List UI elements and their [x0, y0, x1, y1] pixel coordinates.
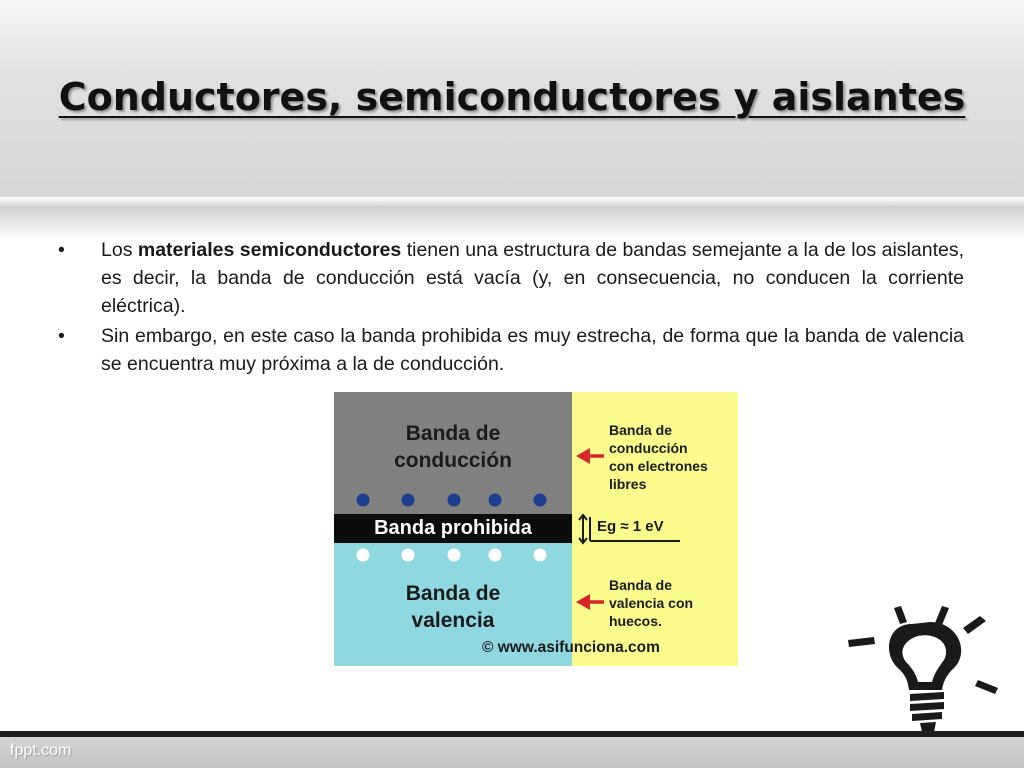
- bullet-marker: •: [58, 325, 65, 347]
- slide-title: [0, 72, 1024, 122]
- arrow-left-icon: [576, 594, 604, 610]
- electron-dot: [448, 494, 461, 507]
- header-divider: [0, 197, 1024, 206]
- conduction-note-line: con electrones: [609, 458, 708, 474]
- conduction-note-line: Banda de: [609, 422, 673, 438]
- valence-band-label-line: Banda de: [405, 582, 501, 605]
- valence-note: [609, 576, 693, 630]
- energy-gap-label: Eg ≈ 1 eV: [597, 518, 664, 535]
- electron-dot: [489, 494, 502, 507]
- forbidden-band-label: Banda prohibida: [374, 517, 532, 539]
- conduction-note-line: conducción: [609, 440, 688, 456]
- hole-dot: [489, 549, 502, 562]
- bullet-bold-text: materiales semiconductores: [137, 239, 402, 261]
- valence-band-label-line: valencia: [411, 609, 495, 632]
- conduction-note-line: libres: [609, 476, 647, 492]
- hole-dot: [534, 549, 547, 562]
- bullet-item: [58, 322, 964, 378]
- valence-note-line: Banda de: [609, 577, 673, 593]
- header-shadow: [0, 206, 1024, 240]
- bullet-text-end: tienen una estructura de bandas semejante a la de los aislantes, es decir, la banda de conducción está vacía (y, en consecuencia, no conducen la corriente eléctrica).: [101, 239, 964, 317]
- hole-dot: [357, 549, 370, 562]
- bullet-item: [58, 236, 964, 320]
- valence-note-line: huecos.: [609, 613, 662, 629]
- bullet-marker: •: [58, 239, 65, 261]
- holes: [357, 549, 547, 562]
- bullet-text: Sin embargo, en este caso la banda prohibida es muy estrecha, de forma que la banda de valencia se encuentra muy próxima a la de conducción.: [101, 325, 964, 375]
- conduction-band-label-line: conducción: [394, 449, 512, 472]
- band-diagram: [334, 392, 738, 666]
- diagram-copyright: © www.asifunciona.com: [482, 639, 660, 656]
- electron-dot: [402, 494, 415, 507]
- footer: [0, 737, 1024, 768]
- arrow-left-icon: [576, 448, 604, 464]
- hole-dot: [448, 549, 461, 562]
- hole-dot: [402, 549, 415, 562]
- conduction-note: [609, 421, 708, 493]
- electron-dot: [357, 494, 370, 507]
- electron-dot: [534, 494, 547, 507]
- conduction-band-label-line: Banda de: [405, 422, 501, 445]
- electrons: [357, 494, 547, 507]
- footer-brand: fppt.com: [10, 742, 72, 759]
- lightbulb-icon: [838, 594, 1014, 734]
- bullet-list: [58, 236, 964, 380]
- slide-title-text: Conductores, semiconductores y aislantes: [58, 75, 966, 119]
- bullet-text-start: Los: [101, 239, 138, 261]
- valence-note-line: valencia con: [609, 595, 694, 611]
